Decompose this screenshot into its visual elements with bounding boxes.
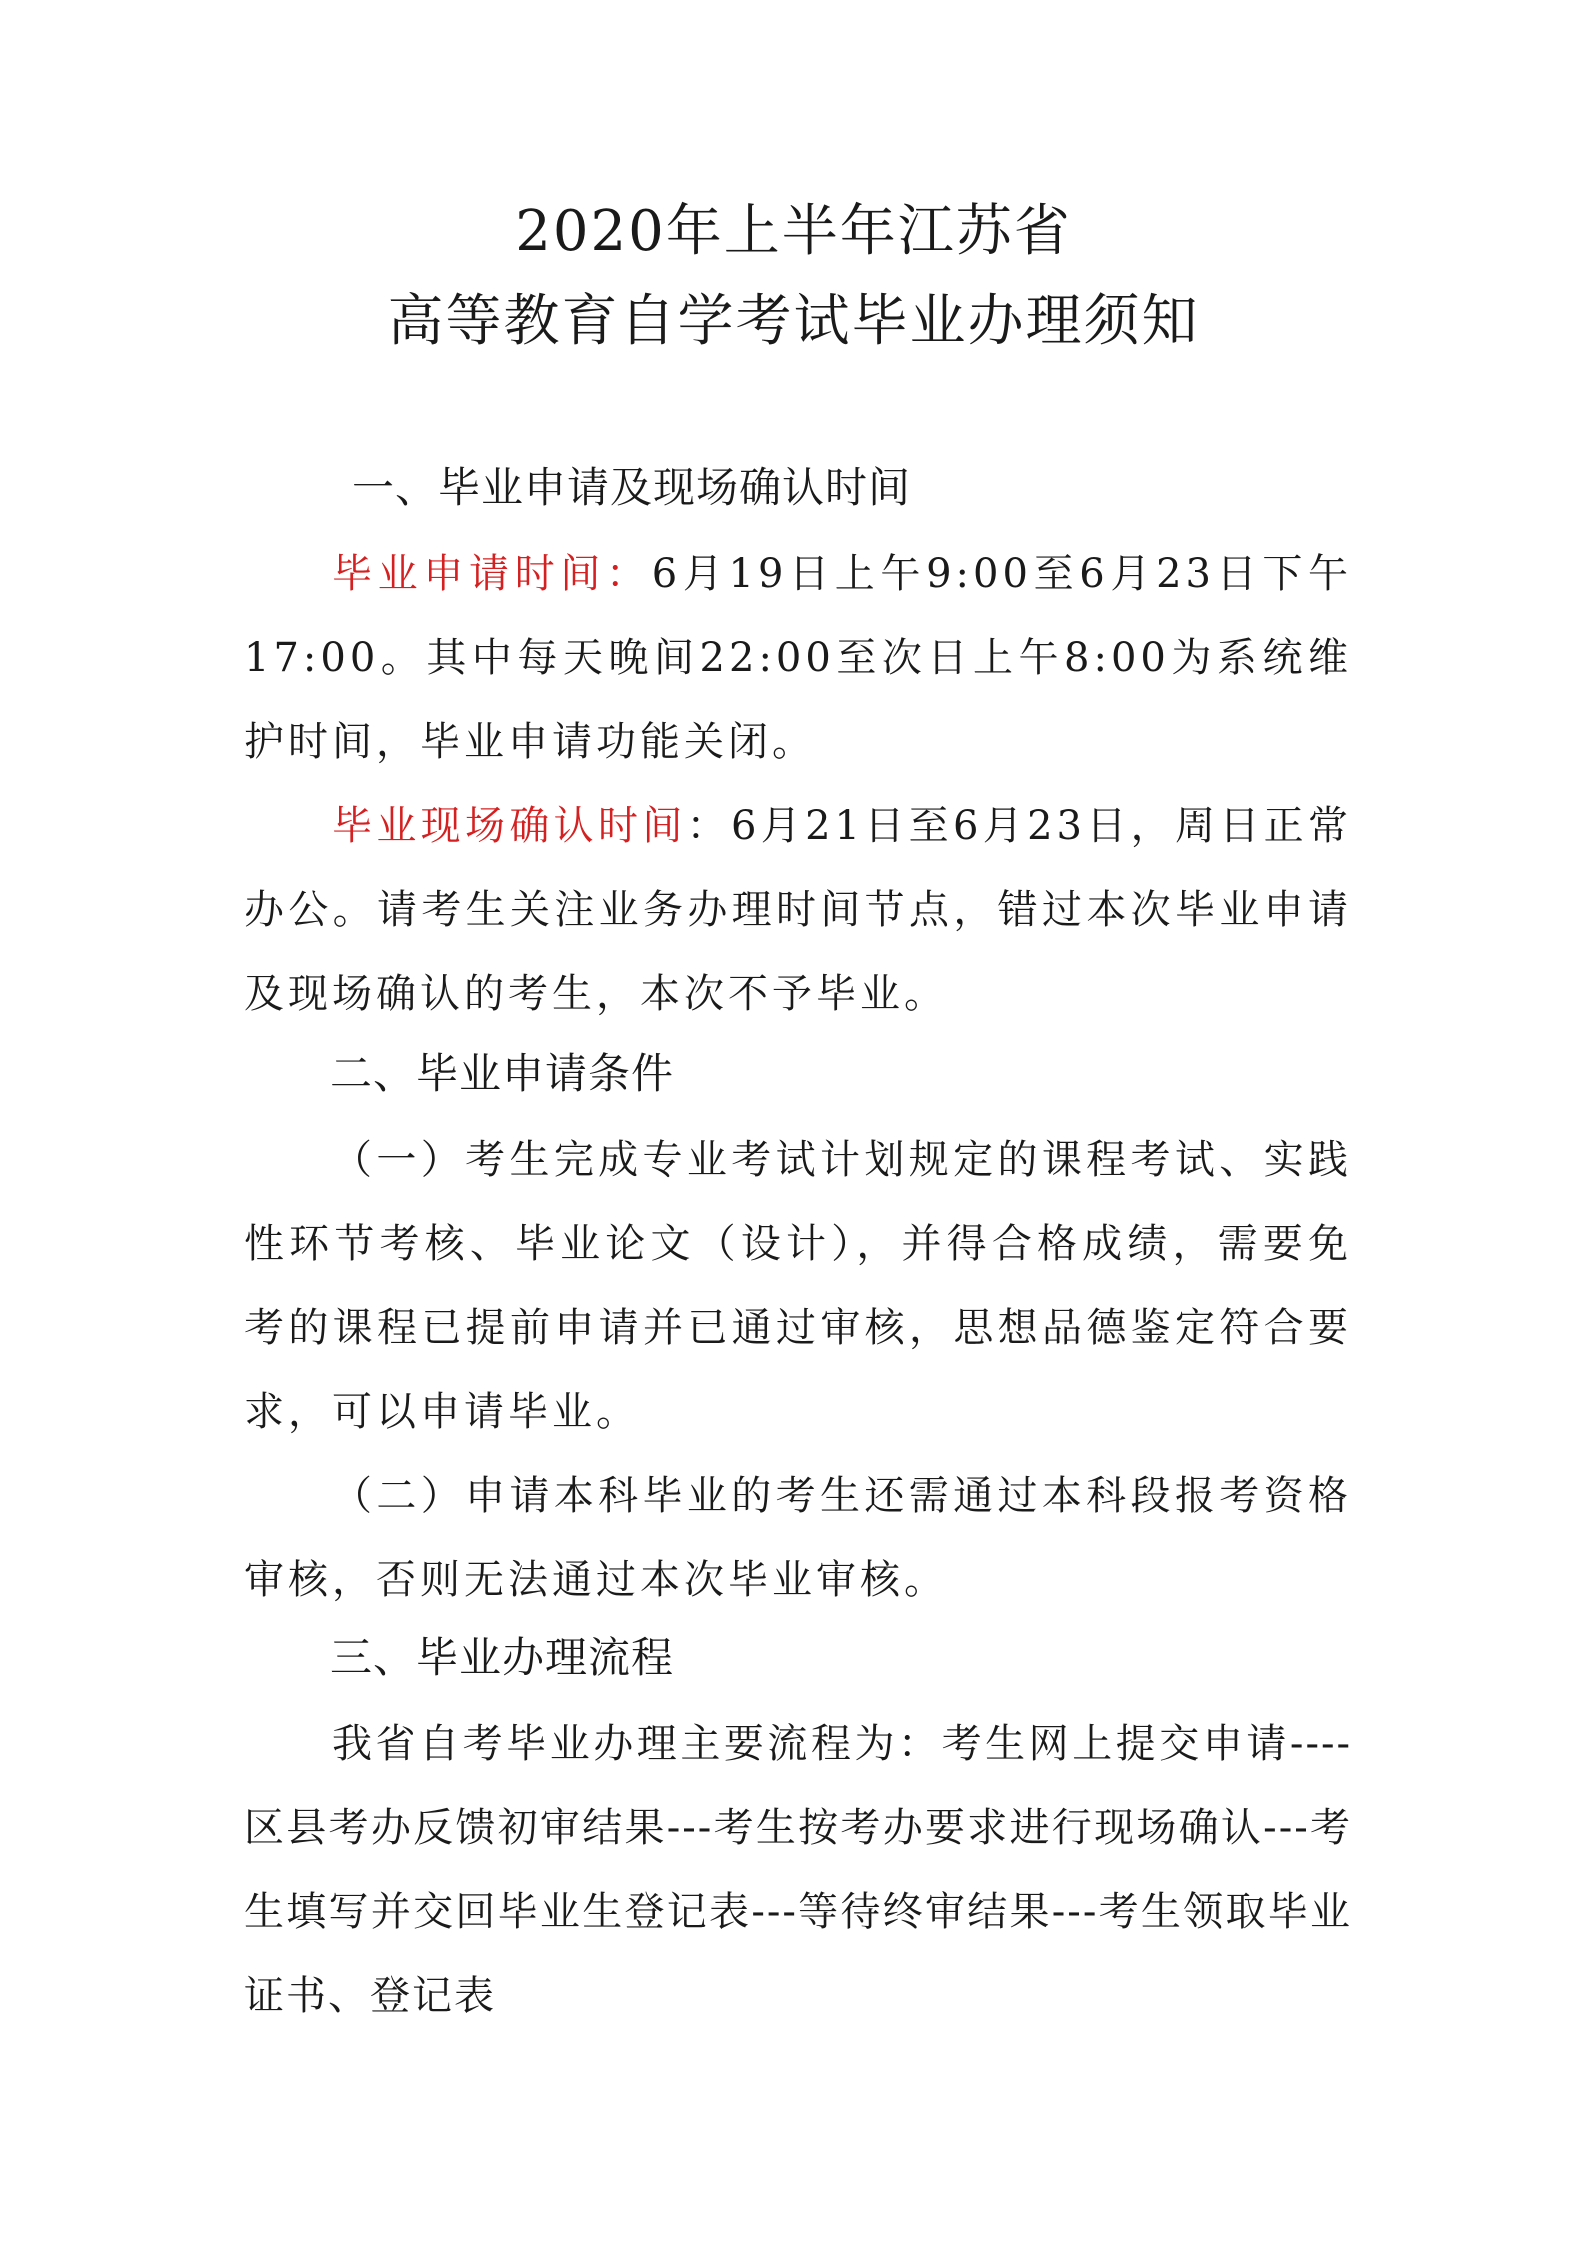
section2-heading: 二、毕业申请条件 [330,1049,675,1098]
confirmation-time-label: 毕业现场确认时间 [332,803,687,849]
document-title-line2: 高等教育自学考试毕业办理须知 [387,289,1200,354]
section2-paragraph1: （一）考生完成专业考试计划规定的课程考试、实践性环节考核、毕业论文（设计），并得合格成绩，需要免考的课程已提前申请并已通过审核，思想品德鉴定符合要求，可以申请毕业。 [244,1137,1352,1435]
confirmation-time-text: ：6月21日至6月23日，周日正常办公。请考生关注业务办理时间节点，错过本次毕业申请及现场确认的考生，本次不予毕业。 [244,803,1352,1017]
section3-paragraph1: 我省自考毕业办理主要流程为：考生网上提交申请----区县考办反馈初审结果---考生按考办要求进行现场确认---考生填写并交回毕业生登记表---等待终审结果---考生领取毕业证书、登记表 [244,1721,1352,2019]
document-title-line1: 2020年上半年江苏省 [515,199,1072,264]
section3-heading: 三、毕业办理流程 [330,1633,675,1682]
application-time-label: 毕业申请时间： [332,551,652,597]
section2-paragraph2: （二）申请本科毕业的考生还需通过本科段报考资格审核，否则无法通过本次毕业审核。 [244,1473,1352,1603]
section1-paragraph1 [244,532,1352,784]
section1-paragraph2 [244,784,1352,1036]
section1-heading: 一、毕业申请及现场确认时间 [352,463,912,512]
application-time-text: 6月19日上午9:00至6月23日下午17:00。其中每天晚间22:00至次日上午8:00为系统维护时间，毕业申请功能关闭。 [244,551,1352,765]
